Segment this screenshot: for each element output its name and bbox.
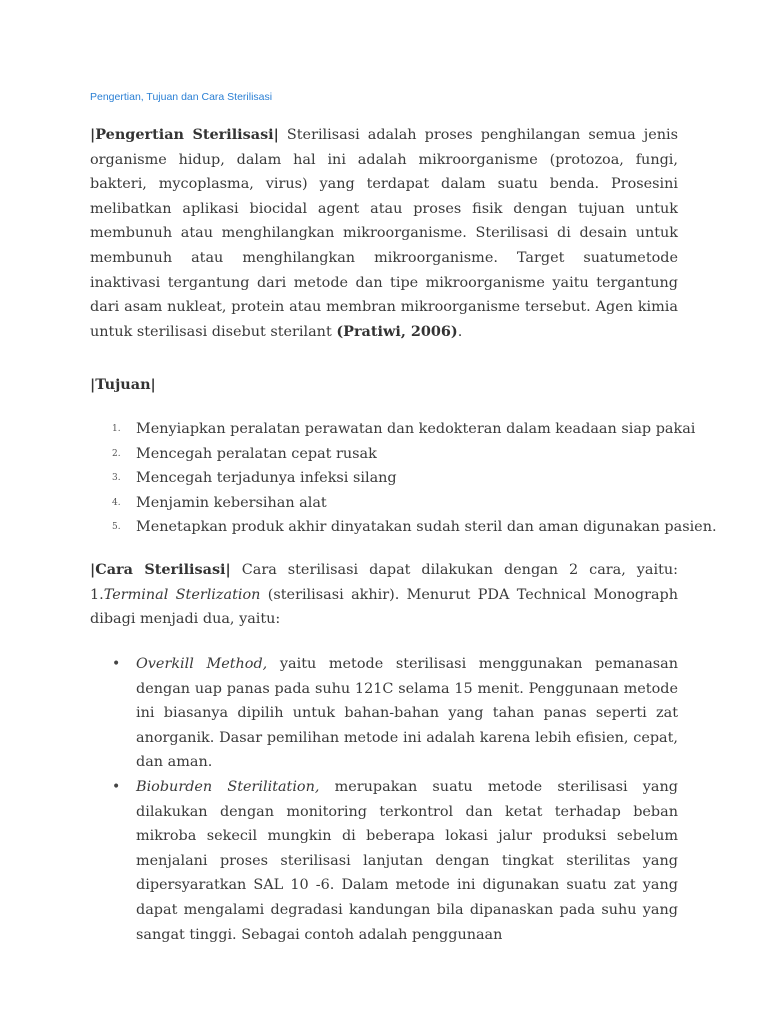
list-item-text: Mencegah terjadunya infeksi silang [136,470,397,487]
list-item-text: Menetapkan produk akhir dinyatakan sudah steril dan aman digunakan pasien. [136,519,717,536]
list-number: 2. [112,448,121,459]
list-number: 5. [112,522,121,533]
pengertian-paragraph [90,123,678,344]
list-item [90,491,717,516]
tujuan-heading: |Tujuan| [90,376,156,393]
cara-text-2: (sterilisasi akhir). Menurut PDA Technical Monograph dibagi menjadi dua, yaitu: [90,586,679,628]
bullet-icon: • [112,656,121,672]
document-title[interactable]: Pengertian, Tujuan dan Cara Sterilisasi [90,91,273,103]
cara-bullet-list [90,652,678,947]
list-item [90,775,678,947]
cara-text-1: Cara sterilisasi dapat dilakukan dengan 2 cara, yaitu: 1. [90,562,678,603]
list-item-text: Mencegah peralatan cepat rusak [136,445,377,462]
tujuan-heading-paragraph [90,373,156,398]
pengertian-text: Sterilisasi adalah proses penghilangan semua jenis organisme hidup, dalam hal ini adalah mikroorganisme (protozoa, fungi, bakteri, mycoplasma, virus) yang terdapat dalam suatu benda. Prosesini melibatkan aplikasi biocidal agent atau proses fisik dengan tujuan untuk membunuh atau menghilangkan mikroorganisme. Sterilisasi di desain untuk membunuh atau menghilangkan mikroorganisme. Target suatumetode inaktivasi tergantung dari metode dan tipe mikroorganisme yaitu tergantung dari asam nukleat, protein atau membran mikroorganisme tersebut. Agen kimia untuk sterilisasi disebut sterilant [90,127,678,340]
bullet-term: Overkill Method, [136,656,268,672]
pengertian-heading: |Pengertian Sterilisasi| [90,126,279,143]
bullet-term: Bioburden Sterilitation, [136,778,320,795]
list-number: 4. [112,497,121,508]
pengertian-end: . [457,323,463,340]
cara-heading: |Cara Sterilisasi| [90,561,231,578]
bullet-text: merupakan suatu metode sterilisasi yang dilakukan dengan monitoring terkontrol dan ketat terhadap beban mikroba sekecil mungkin di beberapa lokasi jalur produksi sebelum menjalani proses sterilisasi lanjutan dengan tingkat sterilitas yang dipersyaratkan SAL 10 -6. Dalam metode ini digunakan suatu zat yang dapat mengalami degradasi kandungan bila dipanaskan pada suhu yang sangat tinggi. Sebagai contoh adalah penggunaan [136,778,678,943]
list-item [90,652,678,775]
cara-paragraph [90,558,678,632]
list-item [90,442,717,467]
list-number: 1. [112,424,121,434]
tujuan-list [90,417,717,540]
list-item [90,466,717,491]
bullet-icon: • [112,778,121,795]
cara-term: Terminal Sterlization [103,586,261,603]
pengertian-citation: (Pratiwi, 2006) [336,322,458,340]
list-item-text: Menyiapkan peralatan perawatan dan kedokteran dalam keadaan siap pakai [136,421,696,437]
list-item-text: Menjamin kebersihan alat [136,494,327,511]
list-item [90,515,717,540]
list-number: 3. [112,473,121,484]
bullet-text: yaitu metode sterilisasi menggunakan pemanasan dengan uap panas pada suhu 121C selama 15 menit. Penggunaan metode ini biasanya dipilih untuk bahan-bahan yang tahan panas seperti zat anorganik. Dasar pemilihan metode ini adalah karena lebih efisien, cepat, dan aman. [136,656,679,771]
list-item [90,417,717,442]
